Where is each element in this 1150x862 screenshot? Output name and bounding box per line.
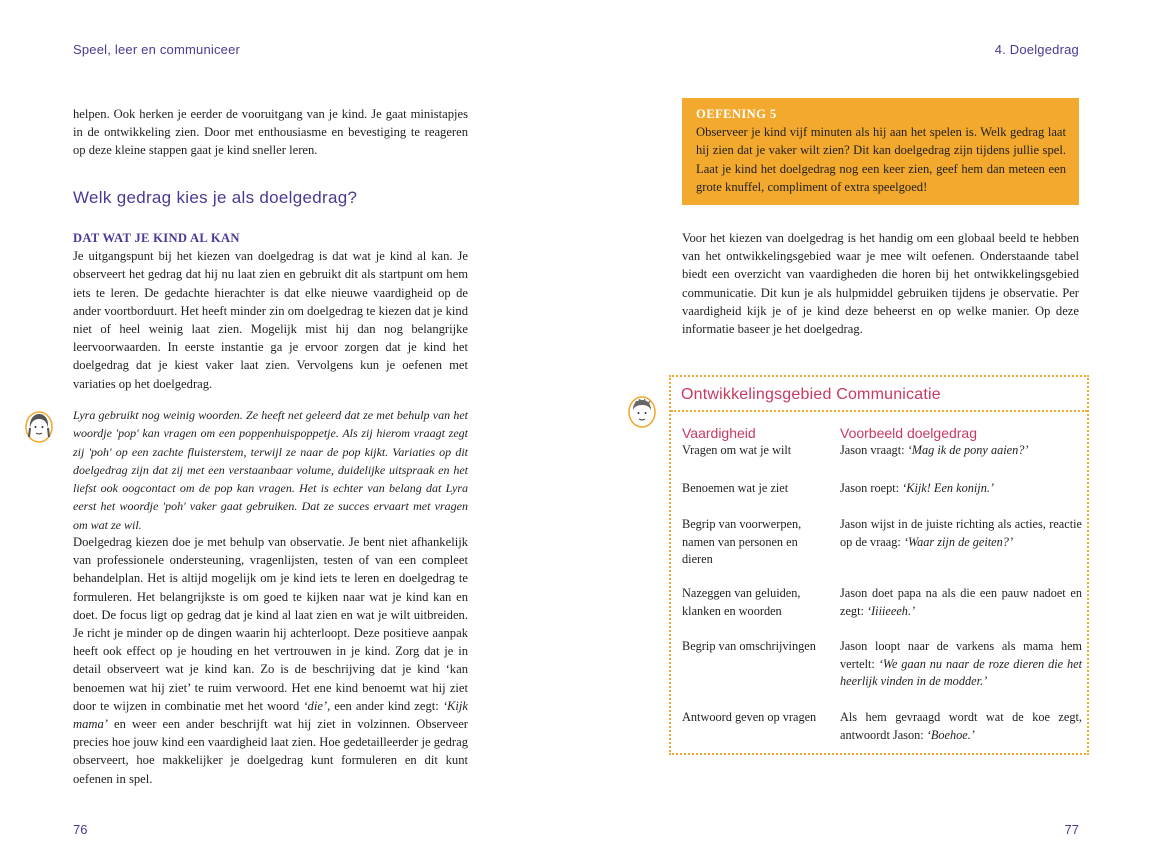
text-block-1	[73, 229, 468, 393]
table-cell-skill: Vragen om wat je wilt	[682, 443, 792, 457]
running-head-right: 4. Doelgedrag	[994, 42, 1079, 57]
table-cell-skill: Antwoord geven op vragen	[682, 710, 817, 724]
table-cell-skill: Nazeggen van geluiden, klanken en woorden	[682, 586, 801, 618]
column-header-skill: Vaardigheid	[682, 425, 756, 441]
column-header-example: Voorbeeld doelgedrag	[840, 425, 978, 441]
example-plain: Jason roept:	[840, 481, 903, 495]
table-cell-skill: Begrip van voorwerpen, namen van personen en dieren	[682, 517, 802, 566]
example-quote: ‘Kijk! Een konijn.’	[902, 481, 995, 495]
right-paragraph: Voor het kiezen van doelgedrag is het handig om een globaal beeld te hebben van het ontwikkelingsgebied waar je mee wilt oefenen. Onderstaande tabel biedt een overzicht van vaardigheden die horen bij het ontwikkelingsgebied communicatie. Dit kun je als hulpmiddel gebruiken tijdens je observatie. Per vaardigheid kijk je of je kind deze beheerst en op welke manier. Op deze informatie baseer je het doelgedrag.	[682, 231, 1079, 337]
example-quote: ‘Boehoe.’	[926, 727, 975, 742]
page-number-right: 77	[1064, 822, 1079, 837]
table-cell-example	[840, 442, 1082, 460]
table-title: Ontwikkelingsgebied Communicatie	[681, 386, 941, 403]
table-cell-example	[840, 480, 1082, 498]
girl-face-icon	[24, 410, 54, 444]
example-text: Lyra gebruikt nog weinig woorden. Ze heeft net geleerd dat ze met behulp van het woordje 'pop' kan vragen om een poppenhuispoppetje. Als zij hierom vraagt zegt zij 'poh' op een zachte fluisterstem, terwijl ze naar de pop kijkt. Variaties op dit doelgedrag zijn dat zij met een verstaanbaar volume, duidelijke uitspraak en het liefst ook oogcontact om de pop kan vragen. Het is echter van belang dat Lyra eerst het woordje 'poh' vaker gaat gebruiken. Dat ze succes ervaart met vragen om wat ze wil.	[73, 408, 468, 532]
example-quote: ‘We gaan nu naar de roze dieren die het heerlijk vinden in de modder.’	[840, 656, 1083, 688]
page-number-left: 76	[73, 822, 88, 837]
example-quote: ‘Waar zijn de geiten?’	[903, 534, 1014, 549]
table-cell-skill: Benoemen wat je ziet	[682, 481, 789, 495]
table-cell-example	[840, 709, 1082, 744]
example-plain: Jason wijst in de juiste richting als acties, reactie op de vraag:	[840, 517, 1082, 549]
paragraph-2	[73, 533, 468, 788]
boy-face-icon	[627, 395, 657, 429]
example-plain: Als hem gevraagd wordt wat de koe zegt, antwoordt Jason:	[840, 710, 1082, 742]
table-cell-example	[840, 516, 1082, 551]
example-plain: Jason loopt naar de varkens als mama hem vertelt:	[840, 639, 1082, 671]
paragraph-2-part: , een ander kind zegt:	[327, 698, 443, 713]
paragraph-2-quote: ‘Kijk mama’	[73, 698, 468, 732]
exercise-title: OEFENING 5	[696, 107, 777, 121]
paragraph-2-part: en weer een ander beschrijft wat hij ziet in volzinnen. Observeer precies hoe jouw kind een vaardigheid laat zien. Hoe gedetailleerder je gedrag observeert, hoe makkelijker je doelgedrag kunt formuleren en dit kunt oefenen in spel.	[73, 717, 468, 786]
example-quote: ‘Iiiieeeh.’	[866, 603, 916, 618]
running-head-left: Speel, leer en communiceer	[73, 42, 241, 57]
paragraph-1: Je uitgangspunt bij het kiezen van doelgedrag is dat wat je kind al kan. Je observeert het gedrag dat hij nu laat zien en gebruikt dit als startpunt om hem iets te leren. De gedachte hierachter is dat elke nieuwe vaardigheid op de ander voortborduurt. Het heeft minder zin om doelgedrag te kiezen dat je kind niet of heel weinig laat zien. Mogelijk mist hij dan nog belangrijke leervoorwaarden. In eerste instantie ga je ervoor zorgen dat je kind het doelgedrag dat je kiest vaker laat zien. Vervolgens kun je oefenen met variaties op het doelgedrag.	[73, 249, 468, 391]
section-heading: Welk gedrag kies je als doelgedrag?	[73, 188, 358, 207]
paragraph-2-quote: ‘die’	[303, 698, 328, 713]
communication-table	[669, 375, 1089, 755]
exercise-box	[682, 98, 1079, 205]
table-cell-example	[840, 585, 1082, 620]
table-title-divider	[671, 410, 1087, 412]
paragraph-2-part: Doelgedrag kiezen doe je met behulp van observatie. Je bent niet afhankelijk van professionele ondersteuning, vragenlijsten, testen of van een compleet behandelplan. Het is altijd mogelijk om je kind iets te leren en doelgedrag te formuleren. Het belangrijkste is om goed te kijken naar wat je kind kan en doet. De focus ligt op gedrag dat je kind al laat zien en wat je wilt uitbreiden. Je richt je minder op de dingen waarin hij achterloopt. Deze positieve aanpak heeft ook effect op je houding en het vertrouwen in je kind. Zorg dat je in detail observeert wat je kind kan. Zo is de beschrijving dat je kind ‘kan benoemen wat hij ziet’ te ruim verwoord. Het ene kind benoemt wat hij ziet door te wijzen in combinatie met het woord	[73, 535, 468, 713]
table-cell-skill: Begrip van omschrijvingen	[682, 639, 816, 653]
intro-paragraph: helpen. Ook herken je eerder de vooruitgang van je kind. Je gaat ministapjes in de ontwikkeling zien. Door met enthousiasme en bevestiging te reageren op deze kleine stappen gaat je kind sneller leren.	[73, 107, 468, 158]
exercise-text: Observeer je kind vijf minuten als hij aan het spelen is. Welk gedrag laat hij zien dat je vaker wilt zien? Dit kan doelgedrag zijn tijdens jullie spel. Laat je kind het doelgedrag nog een keer zien, geef hem dan meteen een grote knuffel, compliment of extra speelgoed!	[696, 125, 1066, 194]
example-quote: ‘Mag ik de pony aaien?’	[907, 443, 1029, 457]
example-plain: Jason vraagt:	[840, 443, 908, 457]
subheading: DAT WAT JE KIND AL KAN	[73, 231, 240, 245]
example-plain: Jason doet papa na als die een pauw nadoet en zegt:	[840, 586, 1082, 618]
table-cell-example	[840, 638, 1082, 691]
